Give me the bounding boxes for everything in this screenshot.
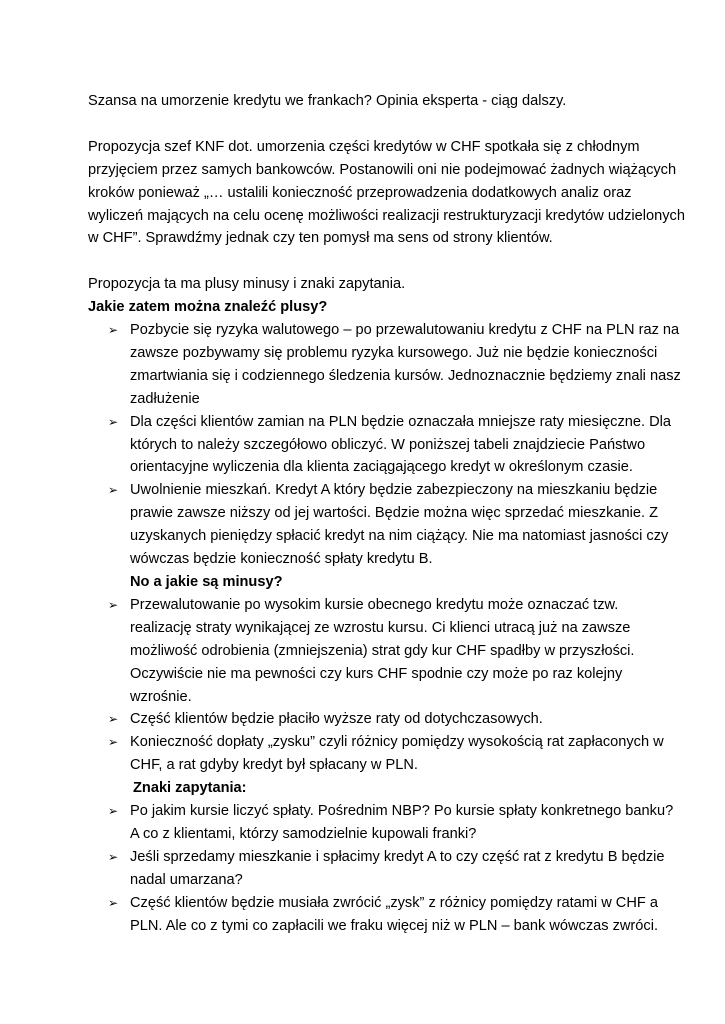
bullet-line: zadłużenie: [130, 390, 200, 407]
bullet-line: uzyskanych pieniędzy spłacić kredyt na nim ciążący. Nie ma natomiast jasności czy: [130, 528, 669, 545]
questions-heading: Znaki zapytania:: [133, 780, 247, 797]
bullet-line: Po jakim kursie liczyć spłaty. Pośrednim NBP? Po kursie spłaty konkretnego banku?: [130, 803, 674, 820]
plus-heading: Jakie zatem można znaleźć plusy?: [88, 299, 328, 316]
bullet-line: Część klientów będzie płaciło wyższe raty od dotychczasowych.: [130, 711, 543, 728]
arrow-bullet-icon: ➢: [108, 414, 119, 429]
arrow-bullet-icon: ➢: [108, 483, 119, 498]
question-bullet: [88, 846, 665, 892]
arrow-bullet-icon: ➢: [108, 735, 119, 750]
arrow-bullet-icon: ➢: [108, 849, 119, 864]
plus-bullet: [88, 411, 672, 480]
intro-line: wyliczeń mających na celu ocenę możliwości realizacji restrukturyzacji kredytów udzielonych: [88, 207, 685, 224]
intro-paragraph: [88, 136, 685, 251]
plus-bullet: [88, 479, 669, 571]
bullet-line: zmartwiania się i codziennego śledzenia kursów. Jednoznacznie będziemy znali nasz: [130, 367, 681, 384]
plus-bullet: [88, 319, 681, 411]
bullet-line: nadal umarzana?: [130, 871, 243, 888]
question-bullet: [88, 800, 674, 846]
bullet-line: Jeśli sprzedamy mieszkanie i spłacimy kredyt A to czy część rat z kredytu B będzie: [130, 848, 665, 865]
intro-line: Propozycja szef KNF dot. umorzenia części kredytów w CHF spotkała się z chłodnym: [88, 138, 640, 155]
document-title: Szansa na umorzenie kredytu we frankach? Opinia eksperta - ciąg dalszy.: [88, 93, 567, 109]
bullet-line: wówczas będzie konieczność spłaty kredytu B.: [130, 551, 433, 568]
arrow-bullet-icon: ➢: [108, 712, 119, 727]
bullet-line: zawsze pozbywamy się problemu ryzyka kursowego. Już nie będzie konieczności: [130, 344, 658, 361]
bullet-line: Część klientów będzie musiała zwrócić „zysk” z różnicy pomiędzy ratami w CHF a: [130, 894, 658, 911]
arrow-bullet-icon: ➢: [108, 804, 119, 819]
arrow-bullet-icon: ➢: [108, 323, 119, 338]
document-body: [88, 90, 685, 938]
intro-line: kroków ponieważ „… ustalili konieczność przeprowadzenia dodatkowych analiz oraz: [88, 184, 632, 201]
bullet-line: możliwość odrobienia (zmniejszenia) strat gdy kur CHF spadłby w przyszłości.: [130, 642, 635, 659]
arrow-bullet-icon: ➢: [108, 597, 119, 612]
intro-line: przyjęciem przez samych bankowców. Postanowili oni nie podejmować żadnych wiążących: [88, 161, 677, 178]
bullet-line: Pozbycie się ryzyka walutowego – po przewalutowaniu kredytu z CHF na PLN raz na: [130, 322, 680, 339]
minus-bullet: [88, 708, 653, 731]
bullet-line: których to należy szczegółowo obliczyć. W poniższej tabeli znajdziecie Państwo: [130, 436, 646, 453]
bullet-line: CHF, a rat gdyby kredyt był spłacany w PLN.: [130, 757, 418, 774]
lead-sentence: Propozycja ta ma plusy minusy i znaki zapytania.: [88, 276, 406, 293]
minus-bullet: [88, 594, 653, 709]
intro-line: w CHF”. Sprawdźmy jednak czy ten pomysł ma sens od strony klientów.: [88, 230, 553, 247]
minus-bullet: [88, 731, 664, 777]
bullet-line: Oczywiście nie ma pewności czy kurs CHF spodnie czy może po raz kolejny: [130, 665, 623, 682]
bullet-line: Przewalutowanie po wysokim kursie obecnego kredytu może oznaczać tzw.: [130, 596, 619, 613]
arrow-bullet-icon: ➢: [108, 895, 119, 910]
bullet-line: orientacyjne wyliczenia dla klienta zaciągającego kredyt w określonym czasie.: [130, 459, 633, 476]
bullet-line: Uwolnienie mieszkań. Kredyt A który będzie zabezpieczony na mieszkaniu będzie: [130, 482, 658, 499]
bullet-line: Konieczność dopłaty „zysku” czyli różnicy pomiędzy wysokością rat zapłaconych w: [130, 734, 664, 751]
bullet-line: wzrośnie.: [130, 688, 192, 705]
bullet-line: realizację straty wynikającej ze wzrostu kursu. Ci klienci utracą już na zawsze: [130, 619, 631, 636]
bullet-line: Dla części klientów zamian na PLN będzie oznaczała mniejsze raty miesięczne. Dla: [130, 413, 672, 430]
bullet-line: prawie zawsze niższy od jej wartości. Będzie można więc sprzedać mieszkanie. Z: [130, 505, 659, 522]
minus-heading: No a jakie są minusy?: [130, 574, 283, 590]
bullet-line: PLN. Ale co z tymi co zapłacili we fraku więcej niż w PLN – bank wówczas zwróci.: [130, 917, 658, 934]
bullet-line: A co z klientami, którzy samodzielnie kupowali franki?: [130, 825, 477, 842]
question-bullet: [88, 892, 658, 938]
